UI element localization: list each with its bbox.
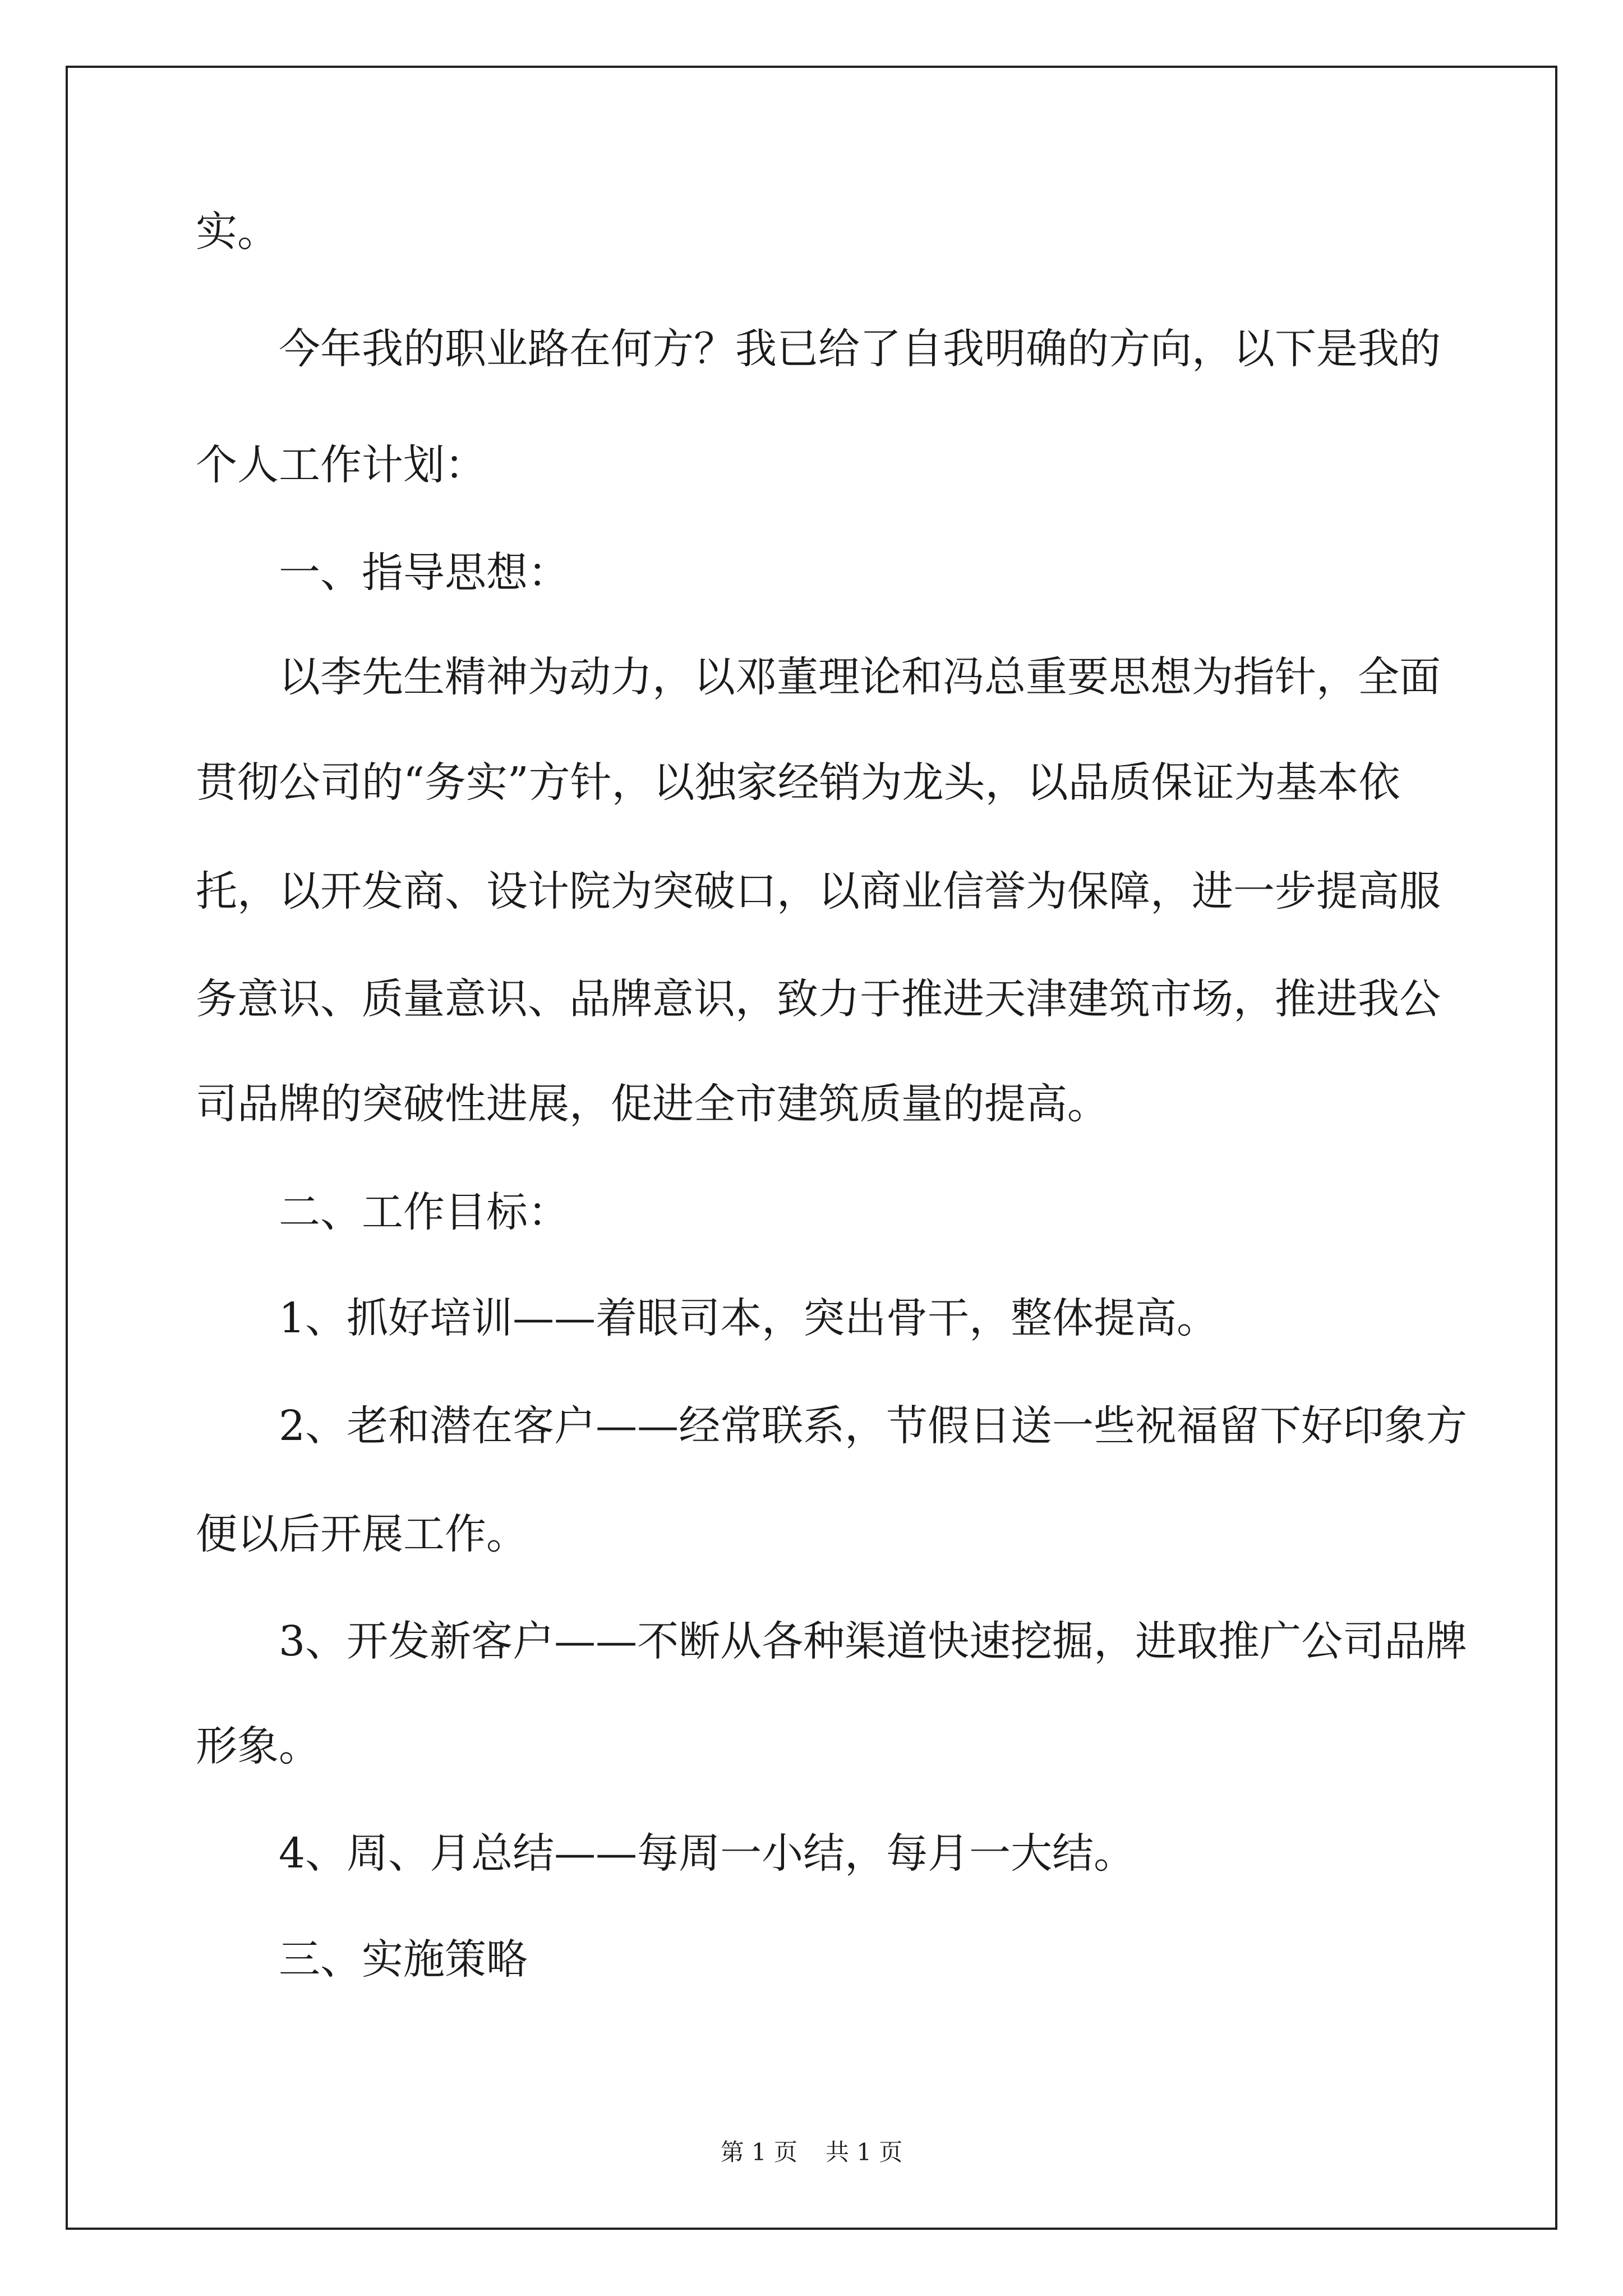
section-heading: 二、工作目标： — [279, 1188, 569, 1236]
page-footer — [0, 2139, 1623, 2166]
list-item: 4、周、月总结——每周一小结，每月一大结。 — [279, 1829, 1136, 1878]
text-line: 个人工作计划： — [196, 441, 486, 489]
page-border — [66, 66, 1557, 2230]
text-line: 以李先生精神为动力，以邓董理论和冯总重要思想为指针，全面 — [279, 653, 1441, 701]
list-item: 2、老和潜在客户——经常联系，节假日送一些祝福留下好印象方 — [279, 1402, 1468, 1450]
text-line: 务意识、质量意识、品牌意识，致力于推进天津建筑市场，推进我公 — [196, 975, 1441, 1023]
text-line: 司品牌的突破性进展，促进全市建筑质量的提高。 — [196, 1080, 1109, 1128]
text-line: 托，以开发商、设计院为突破口，以商业信誉为保障，进一步提高服 — [196, 867, 1441, 915]
text-line: 今年我的职业路在何方？我已给了自我明确的方向，以下是我的 — [279, 325, 1441, 373]
section-heading: 三、实施策略 — [279, 1935, 528, 1984]
list-item: 1、抓好培训——着眼司本，突出骨干，整体提高。 — [279, 1294, 1219, 1342]
page-number: 第 1 页 — [720, 2138, 797, 2166]
section-heading: 一、指导思想： — [279, 549, 569, 597]
page-total: 共 1 页 — [826, 2138, 903, 2166]
list-item: 3、开发新客户——不断从各种渠道快速挖掘，进取推广公司品牌 — [279, 1617, 1468, 1665]
text-line: 形象。 — [196, 1722, 320, 1770]
text-line: 便以后开展工作。 — [196, 1510, 528, 1558]
text-line: 贯彻公司的“务实”方针，以独家经销为龙头，以品质保证为基本依 — [196, 758, 1400, 807]
text-line: 实。 — [196, 208, 279, 256]
